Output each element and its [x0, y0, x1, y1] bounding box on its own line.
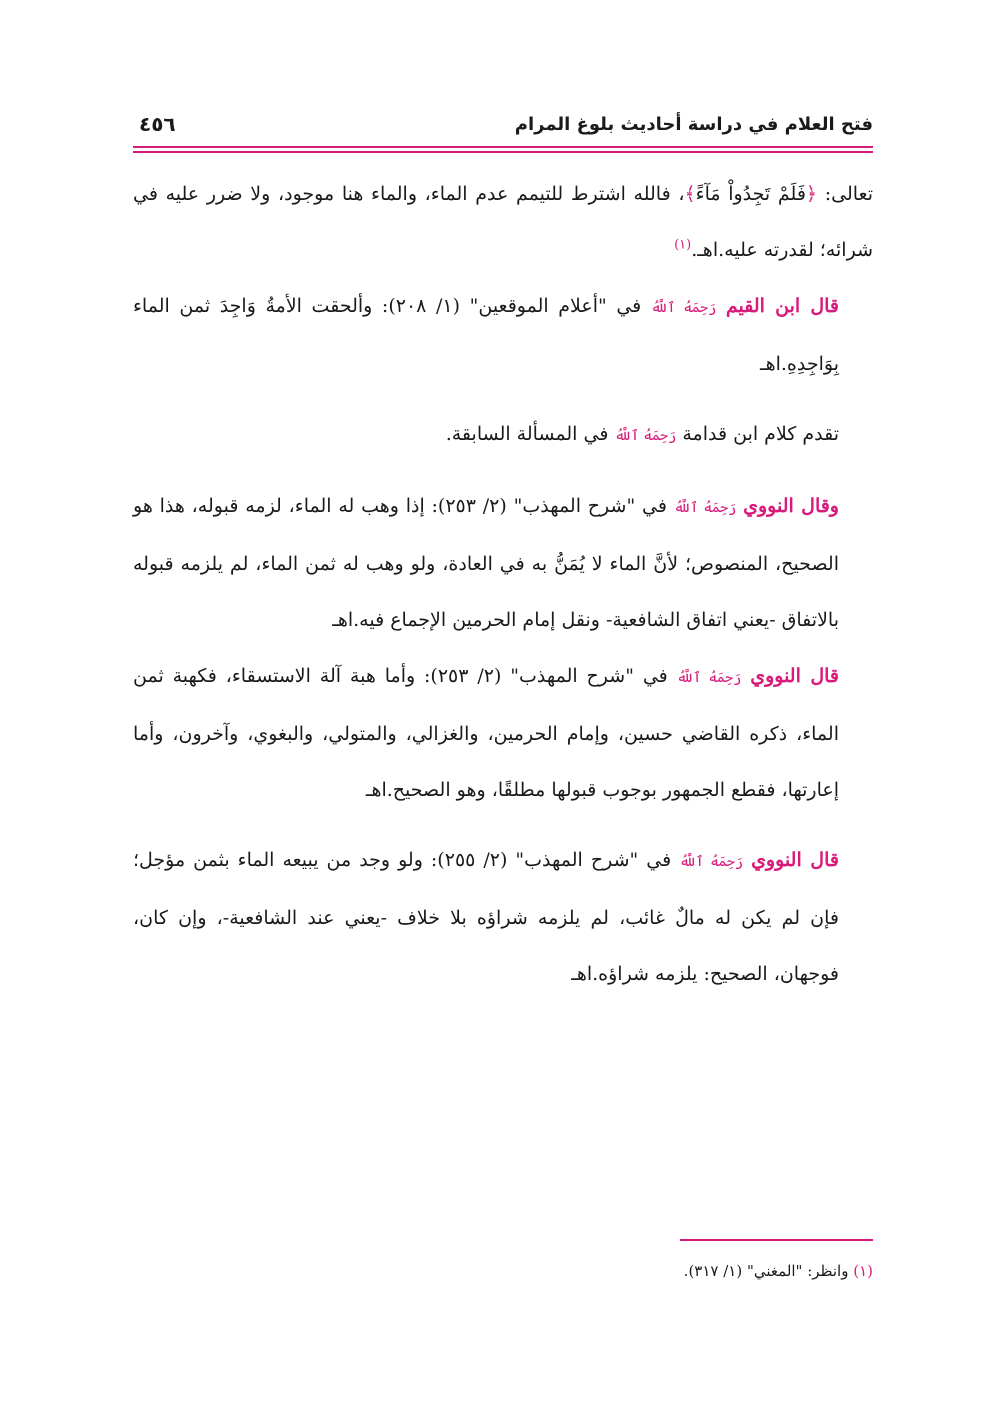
honorific-glyph: رَحِمَهُ ٱللَّهُ [679, 854, 744, 870]
paragraph-text: ، فالله اشترط للتيمم عدم الماء، والماء هنا موجود، ولا ضرر عليه في شرائه؛ لقدرته عليه.اهـ. [133, 183, 873, 261]
paragraph-text: في "أعلام الموقعين" (١/ ٢٠٨): وألحقت الأمةُ وَاجِدَ ثمن الماء بِوَاجِدِهِ.اهـ [133, 295, 839, 375]
paragraph-text: في "شرح المهذب" (٢/ ٢٥٥): ولو وجد من يبيعه الماء بثمن مؤجل؛ فإن لم يكن له مالٌ غائب، لم يلزمه شراؤه بلا خلاف -يعني عند الشافعية-، وإن كان، فوجهان، الصحيح: يلزمه شراؤه.اهـ [133, 849, 839, 985]
footnote [133, 1262, 873, 1280]
honorific-glyph: رَحِمَهُ ٱللَّهُ [650, 300, 717, 316]
footnote-reference[interactable]: (١) [674, 237, 692, 253]
paragraph-text: في "شرح المهذب" (٢/ ٢٥٣): وأما هبة آلة الاستسقاء، فكهبة ثمن الماء، ذكره القاضي حسين، وإمام الحرمين، والغزالي، والمتولي، والبغوي، وآخرون، وأما إعارتها، فقطع الجمهور بوجوب قبولها مطلقًا، وهو الصحيح.اهـ [133, 665, 839, 801]
book-title: فتح العلام في دراسة أحاديث بلوغ المرام [514, 114, 873, 135]
footnote-number: (١) [853, 1262, 873, 1280]
quran-bracket-open: ﴿ [805, 183, 818, 205]
header-rule-bottom [133, 151, 873, 153]
paragraph-prefix: تعالى: [817, 183, 873, 205]
quran-bracket-close: ﴾ [684, 183, 696, 205]
paragraph-nawawi-deferred [133, 832, 873, 1002]
paragraph-text: في "شرح المهذب" (٢/ ٢٥٣): إذا وهب له الماء، لزمه قبوله، هذا هو الصحيح، المنصوص؛ لأنَّ الماء لا يُمَنُّ به في العادة، ولو وهب له ثمن الماء، لم يلزمه قبوله بالاتفاق -يعني اتفاق الشافعية- ونقل إمام الحرمين الإجماع فيه.اهـ [133, 495, 839, 631]
speaker-name: قال ابن القيم [725, 295, 840, 317]
page-number: ٤٥٦ [139, 112, 176, 136]
paragraph-text: تقدم كلام ابن قدامة [676, 423, 839, 445]
speaker-name: وقال النووي [743, 495, 839, 517]
footnote-separator [680, 1239, 873, 1241]
page-body [133, 166, 873, 1002]
paragraph-ibn-qudama [133, 406, 873, 464]
footnote-text: وانظر: "المغني" (١/ ٣١٧). [683, 1262, 854, 1280]
honorific-glyph: رَحِمَهُ ٱللَّهُ [676, 670, 742, 686]
quran-verse: فَلَمْ تَجِدُواْ مَآءً [695, 183, 806, 205]
honorific-glyph: رَحِمَهُ ٱللَّهُ [673, 500, 737, 516]
speaker-name: قال النووي [750, 665, 839, 687]
speaker-name: قال النووي [751, 849, 839, 871]
paragraph-text-after: في المسألة السابقة. [445, 423, 615, 445]
paragraph-quran-quote [133, 166, 873, 278]
paragraph-nawawi-gift [133, 478, 873, 648]
honorific-glyph: رَحِمَهُ ٱللَّهُ [614, 428, 677, 444]
running-header [133, 108, 873, 146]
paragraph-nawawi-tools [133, 648, 873, 818]
paragraph-ibn-qayyim [133, 278, 873, 392]
header-rule-top [133, 146, 873, 148]
